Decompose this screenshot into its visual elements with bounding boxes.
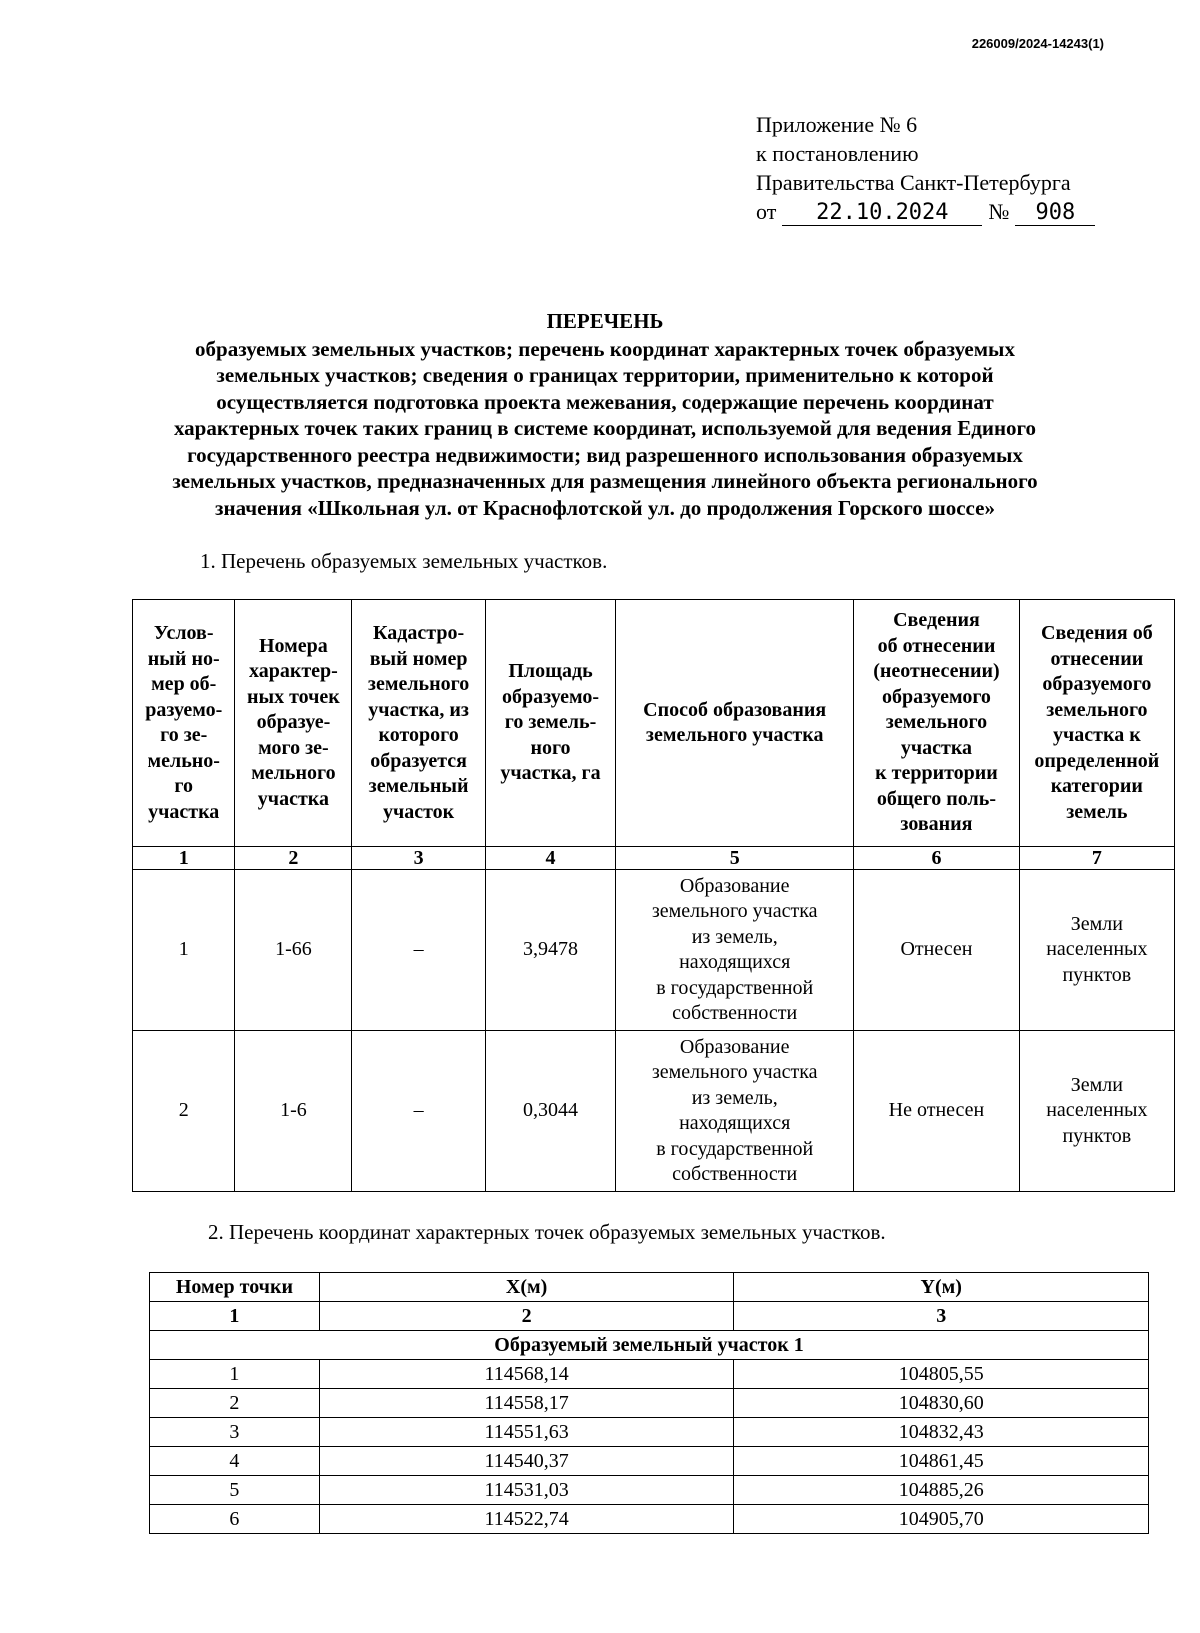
cell-area: 0,3044 xyxy=(485,1031,615,1192)
title-line: государственного реестра недвижимости; вид разрешенного использования образуемых xyxy=(187,442,1023,467)
header-area: Площадь образуемо- го земель- ного участка, га xyxy=(485,600,615,847)
coordinate-row xyxy=(150,1476,1149,1505)
resolution-date: 22.10.2024 xyxy=(782,201,982,226)
cell-plot-number: 2 xyxy=(133,1031,235,1192)
coordinate-row xyxy=(150,1505,1149,1534)
cell-y: 104805,55 xyxy=(734,1360,1149,1389)
cell-x: 114568,14 xyxy=(319,1360,734,1389)
number-label: № xyxy=(988,199,1010,224)
cell-plot-number: 1 xyxy=(133,870,235,1031)
cell-point: 1 xyxy=(150,1360,320,1389)
cell-method: Образование земельного участка из земель, находящихся в государственной собственности xyxy=(616,870,854,1031)
plot-subheader-row xyxy=(150,1331,1149,1360)
cell-x: 114551,63 xyxy=(319,1418,734,1447)
appendix-line-3: Правительства Санкт-Петербурга xyxy=(756,170,1071,195)
header-plot-number: Услов- ный но- мер об- разуемо- го зе- мельно- го участка xyxy=(133,600,235,847)
table-row xyxy=(133,870,1175,1031)
section-2-title: 2. Перечень координат характерных точек образуемых земельных участков. xyxy=(208,1220,886,1244)
plot-subheader: Образуемый земельный участок 1 xyxy=(150,1331,1149,1360)
header-public-territory: Сведения об отнесении (неотнесении) образуемого земельного участка к территории общего поль- зования xyxy=(854,600,1020,847)
cell-x: 114522,74 xyxy=(319,1505,734,1534)
column-number: 3 xyxy=(352,847,485,870)
column-number: 5 xyxy=(616,847,854,870)
header-point-number: Номер точки xyxy=(150,1273,320,1302)
title-line: значения «Школьная ул. от Краснофлотской ул. до продолжения Горского шоссе» xyxy=(215,495,995,520)
header-cadastral-number: Кадастро- вый номер земельного участка, из которого образуется земельный участок xyxy=(352,600,485,847)
section-1-title: 1. Перечень образуемых земельных участков. xyxy=(200,549,608,573)
cell-x: 114540,37 xyxy=(319,1447,734,1476)
cell-cadastral: – xyxy=(352,1031,485,1192)
cell-method: Образование земельного участка из земель, находящихся в государственной собственности xyxy=(616,1031,854,1192)
cell-category: Земли населенных пунктов xyxy=(1019,870,1174,1031)
cell-point: 6 xyxy=(150,1505,320,1534)
column-number: 2 xyxy=(319,1302,734,1331)
land-plots-table xyxy=(132,599,1175,1192)
coordinates-header-row xyxy=(150,1273,1149,1302)
title-line: земельных участков, предназначенных для размещения линейного объекта регионального xyxy=(172,469,1038,493)
appendix-date-number-row xyxy=(756,197,1095,226)
header-land-category: Сведения об отнесении образуемого земельного участка к определенной категории земель xyxy=(1019,600,1174,847)
cell-category: Земли населенных пунктов xyxy=(1019,1031,1174,1192)
column-number: 4 xyxy=(485,847,615,870)
title-line: осуществляется подготовка проекта межевания, содержащие перечень координат xyxy=(216,389,994,414)
column-number: 6 xyxy=(854,847,1020,870)
cell-y: 104885,26 xyxy=(734,1476,1149,1505)
appendix-line-2: к постановлению xyxy=(756,141,919,166)
cell-y: 104905,70 xyxy=(734,1505,1149,1534)
header-x: X(м) xyxy=(319,1273,734,1302)
title-line: образуемых земельных участков; перечень координат характерных точек образуемых xyxy=(195,336,1015,361)
header-characteristic-points: Номера характер- ных точек образуе- мого зе- мельного участка xyxy=(235,600,352,847)
column-number-row xyxy=(133,847,1175,870)
cell-y: 104832,43 xyxy=(734,1418,1149,1447)
cell-y: 104830,60 xyxy=(734,1389,1149,1418)
column-number: 1 xyxy=(133,847,235,870)
appendix-line-1: Приложение № 6 xyxy=(756,112,918,137)
cell-point: 5 xyxy=(150,1476,320,1505)
appendix-block xyxy=(756,110,1095,226)
from-label: от xyxy=(756,199,777,224)
cell-public: Не отнесен xyxy=(854,1031,1020,1192)
cell-x: 114531,03 xyxy=(319,1476,734,1505)
title-line: земельных участков; сведения о границах территории, применительно к которой xyxy=(216,363,994,387)
column-number: 3 xyxy=(734,1302,1149,1331)
column-number: 7 xyxy=(1019,847,1174,870)
resolution-number: 908 xyxy=(1015,201,1095,226)
coordinate-row xyxy=(150,1360,1149,1389)
cell-public: Отнесен xyxy=(854,870,1020,1031)
table-header-row xyxy=(133,600,1175,847)
header-y: Y(м) xyxy=(734,1273,1149,1302)
cell-point: 4 xyxy=(150,1447,320,1476)
cell-cadastral: – xyxy=(352,870,485,1031)
cell-point: 2 xyxy=(150,1389,320,1418)
title-line: характерных точек таких границ в системе координат, используемой для ведения Единого xyxy=(173,416,1037,440)
title-heading: ПЕРЕЧЕНЬ xyxy=(546,309,664,333)
column-number: 2 xyxy=(235,847,352,870)
header-formation-method: Способ образования земельного участка xyxy=(616,600,854,847)
cell-area: 3,9478 xyxy=(485,870,615,1031)
document-registration-number: 226009/2024-14243(1) xyxy=(971,36,1104,51)
cell-points: 1-6 xyxy=(235,1031,352,1192)
column-number: 1 xyxy=(150,1302,320,1331)
coordinate-row xyxy=(150,1447,1149,1476)
cell-points: 1-66 xyxy=(235,870,352,1031)
document-title xyxy=(140,308,1070,521)
coordinates-table xyxy=(149,1272,1149,1534)
cell-point: 3 xyxy=(150,1418,320,1447)
coordinate-row xyxy=(150,1389,1149,1418)
coordinates-column-number-row xyxy=(150,1302,1149,1331)
cell-y: 104861,45 xyxy=(734,1447,1149,1476)
cell-x: 114558,17 xyxy=(319,1389,734,1418)
table-row xyxy=(133,1031,1175,1192)
coordinate-row xyxy=(150,1418,1149,1447)
